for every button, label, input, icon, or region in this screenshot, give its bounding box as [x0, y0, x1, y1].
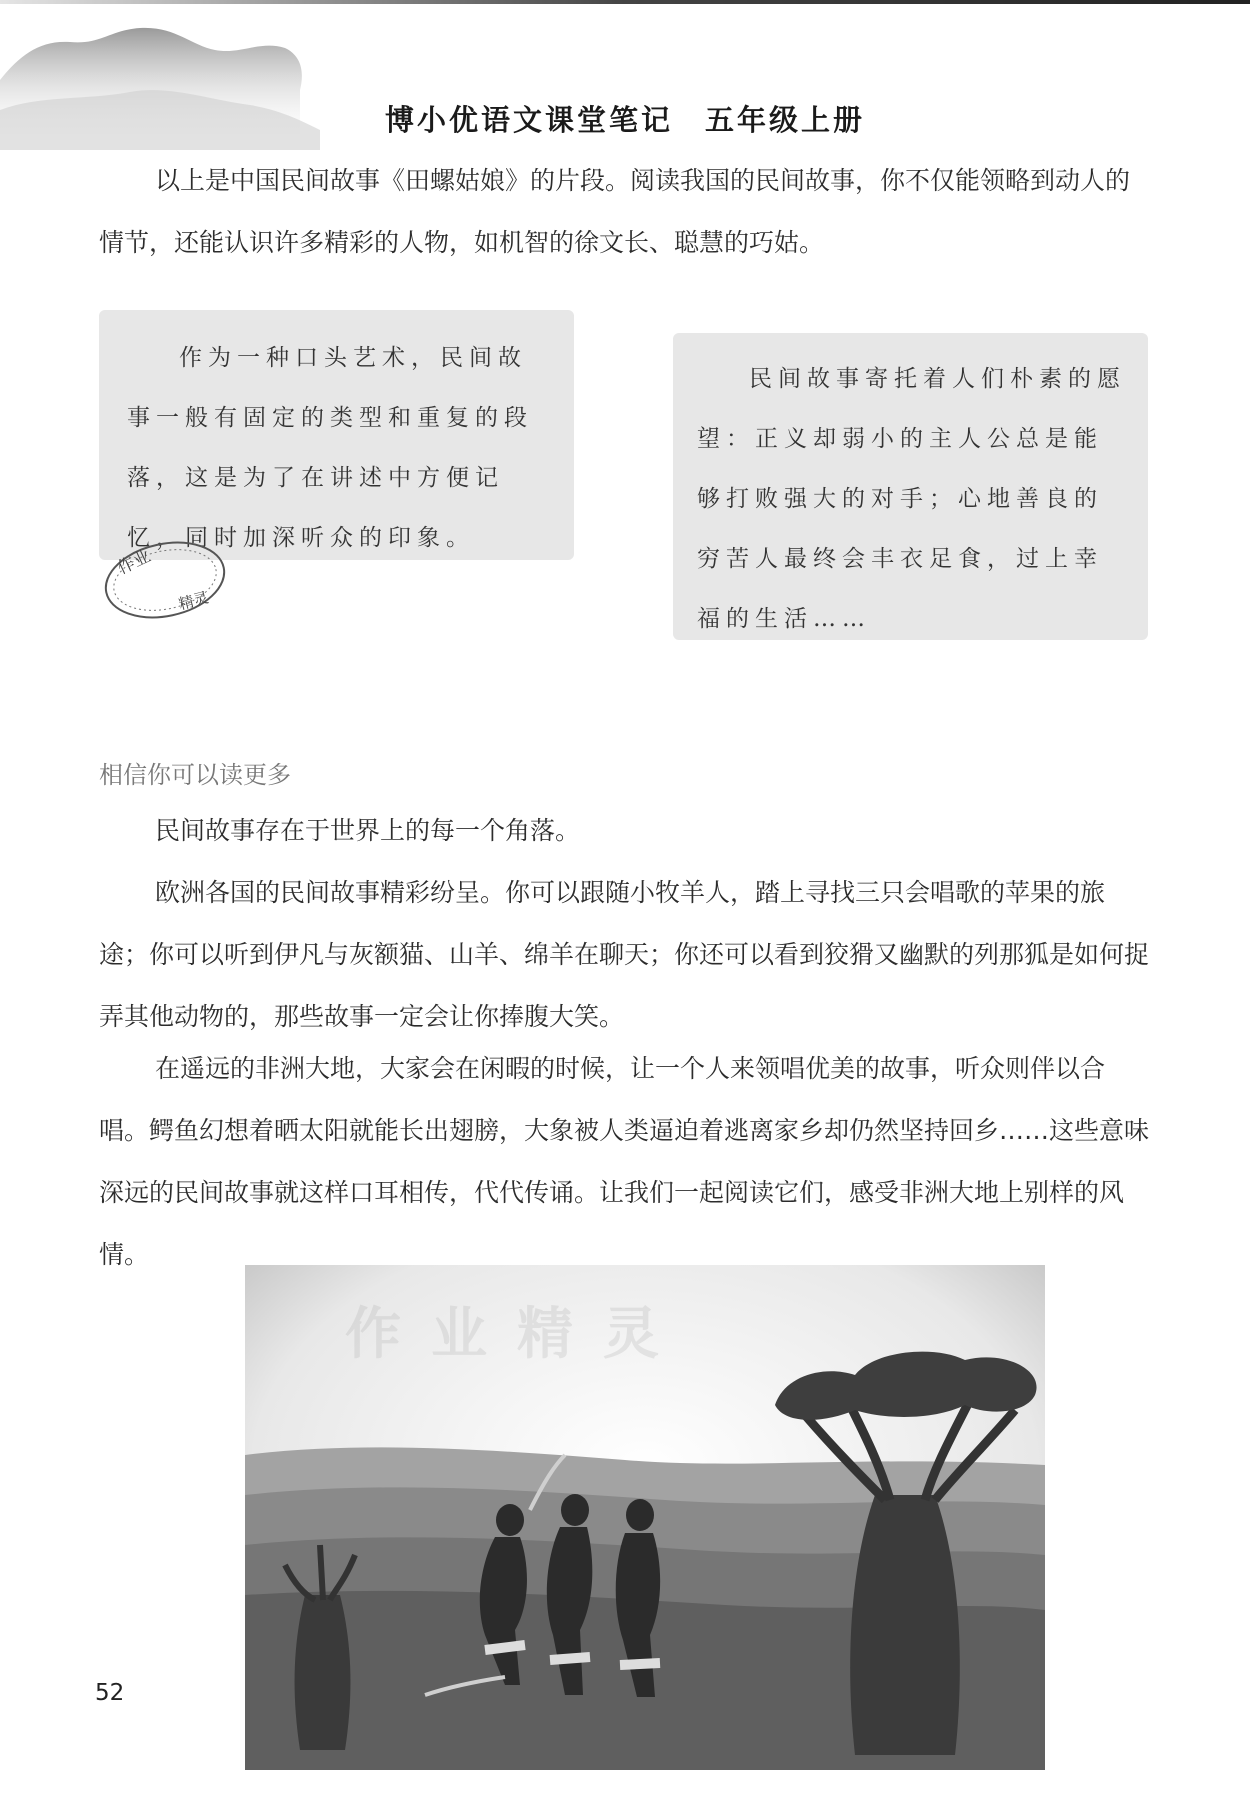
page-number: 52	[95, 1680, 125, 1706]
section-heading: 相信你可以读更多	[99, 761, 291, 789]
stamp-seal	[100, 535, 230, 625]
section-paragraph-1: 民间故事存在于世界上的每一个角落。	[155, 816, 581, 845]
watermark-text: 作业精灵	[345, 1302, 689, 1367]
note-left-text: 作为一种口头艺术，民间故事一般有固定的类型和重复的段落，这是为了在讲述中方便记忆，同时加深听众的印象。	[127, 345, 533, 551]
intro-paragraph: 以上是中国民间故事《田螺姑娘》的片段。阅读我国的民间故事，你不仅能领略到动人的情节，还能认识许多精彩的人物，如机智的徐文长、聪慧的巧姑。	[99, 166, 1131, 257]
stamp-text-1: 作业	[114, 546, 154, 579]
note-box-right	[673, 333, 1148, 640]
section-paragraph-3: 在遥远的非洲大地，大家会在闲暇的时候，让一个人来领唱优美的故事，听众则伴以合唱。鳄鱼幻想着晒太阳就能长出翅膀，大象被人类逼迫着逃离家乡却仍然坚持回乡……这些意味深远的民间故事就这样口耳相传，代代传诵。让我们一起阅读它们，感受非洲大地上别样的风情。	[99, 1054, 1150, 1269]
section-paragraph-2: 欧洲各国的民间故事精彩纷呈。你可以跟随小牧羊人，踏上寻找三只会唱歌的苹果的旅途；你可以听到伊凡与灰额猫、山羊、绵羊在聊天；你还可以看到狡猾又幽默的列那狐是如何捉弄其他动物的，那些故事一定会让你捧腹大笑。	[99, 878, 1150, 1031]
stamp-text-2: 精灵	[176, 588, 211, 614]
page-header-title: 博小优语文课堂笔记 五年级上册	[384, 103, 865, 137]
note-right-text: 民间故事寄托着人们朴素的愿望：正义却弱小的主人公总是能够打败强大的对手；心地善良的穷苦人最终会丰衣足食，过上幸福的生活……	[697, 366, 1126, 632]
note-box-left	[99, 310, 574, 560]
